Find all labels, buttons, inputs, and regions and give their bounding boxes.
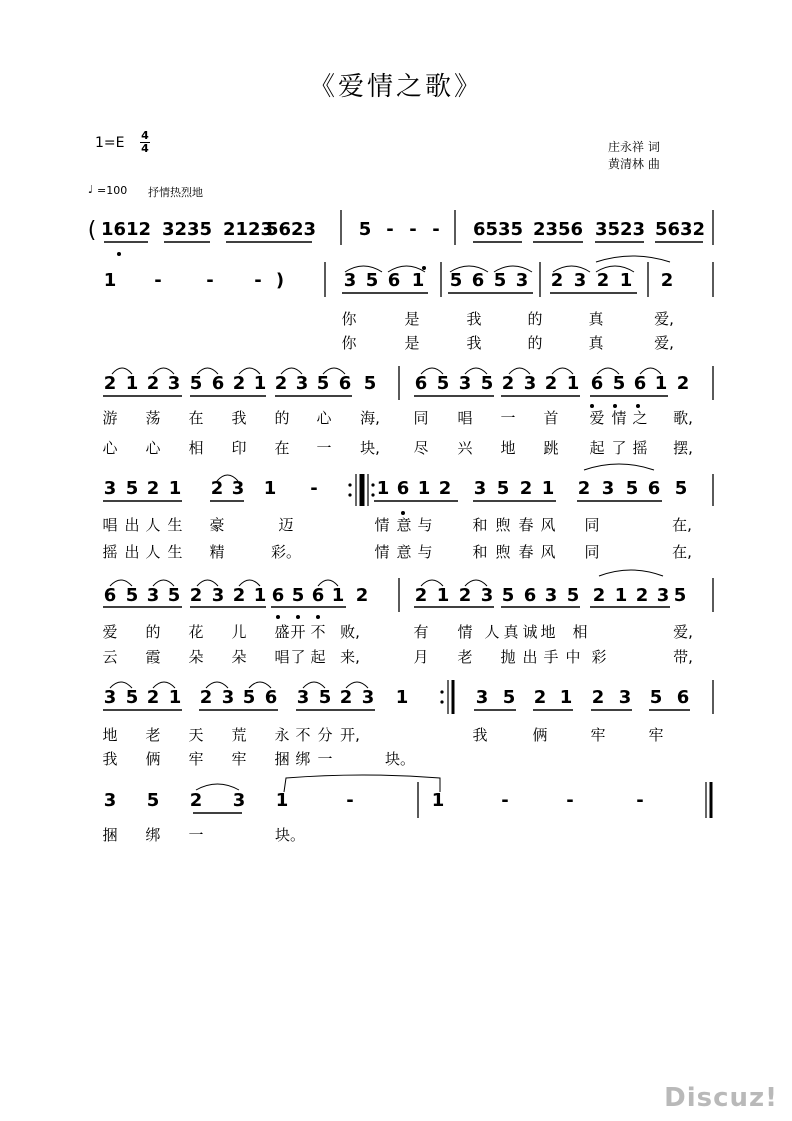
note: 2 xyxy=(146,687,160,708)
lyric-char: 与 xyxy=(417,516,433,534)
note: 1 xyxy=(376,478,390,499)
note: 3 xyxy=(480,585,494,606)
note: 3 xyxy=(601,478,615,499)
note: 2 xyxy=(550,270,564,291)
note: 2 xyxy=(458,585,472,606)
lyric-char: 不 xyxy=(310,623,326,641)
note: 1 xyxy=(275,790,289,811)
lyric-char: 牢 xyxy=(231,750,247,768)
composer-credit: 黄清林 曲 xyxy=(608,157,660,171)
note-group: 1612 xyxy=(100,219,152,240)
note: 6 xyxy=(264,687,278,708)
lyric-char: 我 xyxy=(472,726,488,744)
lyric-char: 煦 xyxy=(495,543,511,561)
note: 5 xyxy=(189,373,203,394)
note: 2 xyxy=(339,687,353,708)
lyric-char: 摇 xyxy=(102,543,118,561)
lyric-char: 彩。 xyxy=(270,543,302,561)
lyric-char: 永 xyxy=(274,726,290,744)
lyric-char: 不 xyxy=(295,726,311,744)
lyric-char: 人 xyxy=(145,516,161,534)
lyric-char: 出 xyxy=(522,648,538,666)
lyric-char: 之 xyxy=(632,409,648,427)
lyric-char: 爱 xyxy=(589,409,605,427)
lyric-char: 是 xyxy=(404,310,420,328)
lyric-char: 月 xyxy=(413,648,429,666)
note: 1 xyxy=(253,373,267,394)
note: 3 xyxy=(573,270,587,291)
lyric-char: 了 xyxy=(611,439,627,457)
lyric-char: 迈 xyxy=(278,516,294,534)
lyric-char: 地 xyxy=(102,726,118,744)
note: 3 xyxy=(458,373,472,394)
lyric-char: 兴 xyxy=(457,439,473,457)
note: 1 xyxy=(125,373,139,394)
lyric-char: 情 xyxy=(374,543,390,561)
note: 1 xyxy=(331,585,345,606)
note: 5 xyxy=(146,790,160,811)
lyric-char: 游 xyxy=(102,409,118,427)
lyric-char: 同 xyxy=(584,543,600,561)
note: 2 xyxy=(232,373,246,394)
note: 5 xyxy=(502,687,516,708)
note: 1 xyxy=(619,270,633,291)
note: 5 xyxy=(125,687,139,708)
note-group: 3235 xyxy=(161,219,213,240)
slur xyxy=(584,464,654,470)
note: 2 xyxy=(274,373,288,394)
note: 5 xyxy=(318,687,332,708)
octave-dot xyxy=(613,404,617,408)
lyric-char: 同 xyxy=(584,516,600,534)
lyric-char: 情 xyxy=(457,623,473,641)
lyric-char: 煦 xyxy=(495,516,511,534)
note: 5 xyxy=(436,373,450,394)
note: 5 xyxy=(612,373,626,394)
key-signature: 1=E xyxy=(95,135,125,151)
lyric-char: 起 xyxy=(589,439,605,457)
lyric-char: 有 xyxy=(413,623,429,641)
octave-dot xyxy=(117,252,121,256)
octave-dot xyxy=(636,404,640,408)
note: 1 xyxy=(411,270,425,291)
note: 3 xyxy=(361,687,375,708)
lyric-char: 块。 xyxy=(384,750,416,768)
lyric-char: 牢 xyxy=(188,750,204,768)
note: 2 xyxy=(146,373,160,394)
lyric-char: 绑 xyxy=(145,826,161,844)
note: 2 xyxy=(635,585,649,606)
note: 3 xyxy=(343,270,357,291)
note: 3 xyxy=(523,373,537,394)
note: 5 xyxy=(674,478,688,499)
note: 2 xyxy=(146,478,160,499)
note: - xyxy=(636,790,644,811)
lyric-char: 你 xyxy=(341,310,357,328)
note: 3 xyxy=(544,585,558,606)
lyric-char: 中 xyxy=(565,648,581,666)
note: 5 xyxy=(496,478,510,499)
note: 2 xyxy=(103,373,117,394)
note: 1 xyxy=(559,687,573,708)
lyric-char: 爱, xyxy=(673,623,693,641)
lyric-char: 我 xyxy=(102,750,118,768)
lyric-char: 心 xyxy=(145,439,161,457)
tie xyxy=(284,775,440,792)
lyricist-credit: 庄永祥 词 xyxy=(608,140,660,154)
note: 1 xyxy=(436,585,450,606)
lyric-char: 风 xyxy=(540,543,556,561)
lyric-char: 真 xyxy=(588,310,604,328)
lyric-char: 了 xyxy=(290,648,306,666)
note: 3 xyxy=(103,478,117,499)
note: 2 xyxy=(577,478,591,499)
lyric-char: 和 xyxy=(472,516,488,534)
octave-dot xyxy=(422,266,426,270)
note: 1 xyxy=(566,373,580,394)
lyric-char: 相 xyxy=(188,439,204,457)
lyric-char: 花 xyxy=(188,623,204,641)
lyric-char: 春 xyxy=(518,516,534,534)
time-signature-bottom: 4 xyxy=(141,142,149,155)
lyric-char: 精 xyxy=(209,543,225,561)
tempo-marking: =100 xyxy=(97,184,128,197)
note: 2 xyxy=(189,585,203,606)
note: 3 xyxy=(103,687,117,708)
repeat-dot xyxy=(371,493,374,496)
lyric-char: 块, xyxy=(360,439,380,457)
note: 2 xyxy=(355,585,369,606)
lyric-char: 绑 xyxy=(295,750,311,768)
lyric-char: 真 xyxy=(588,334,604,352)
note: 2 xyxy=(210,478,224,499)
lyric-char: 老 xyxy=(457,648,473,666)
lyric-char: 在, xyxy=(672,516,692,534)
note: 3 xyxy=(295,373,309,394)
note: 5 xyxy=(365,270,379,291)
lyric-char: 情 xyxy=(611,409,627,427)
lyric-char: 相 xyxy=(572,623,588,641)
lyric-char: 地 xyxy=(540,623,556,641)
lyric-char: 在 xyxy=(188,409,204,427)
lyric-char: 霞 xyxy=(145,648,161,666)
lyric-char: 爱, xyxy=(654,334,674,352)
lyric-char: 俩 xyxy=(532,726,548,744)
note: 2 xyxy=(544,373,558,394)
note: 5 xyxy=(625,478,639,499)
lyric-char: 地 xyxy=(500,439,516,457)
lyric-char: 荒 xyxy=(231,726,247,744)
lyric-char: 老 xyxy=(145,726,161,744)
slur xyxy=(596,256,670,262)
note: 5 xyxy=(480,373,494,394)
time-signature-top: 4 xyxy=(141,129,149,142)
lyric-char: 歌, xyxy=(673,409,693,427)
quarter-note-icon: ♩ xyxy=(88,183,94,196)
octave-dot xyxy=(276,615,280,619)
lyric-char: 儿 xyxy=(231,623,247,641)
lyric-char: 朵 xyxy=(188,648,204,666)
note: 5 xyxy=(493,270,507,291)
note: - xyxy=(432,219,440,240)
lyric-char: 跳 xyxy=(543,439,559,457)
note: 6 xyxy=(387,270,401,291)
lyric-char: 风 xyxy=(540,516,556,534)
lyric-char: 在 xyxy=(274,439,290,457)
lyric-char: 豪 xyxy=(209,516,225,534)
note: 3 xyxy=(231,478,245,499)
octave-dot xyxy=(316,615,320,619)
lyric-char: 一 xyxy=(316,439,332,457)
note: 3 xyxy=(146,585,160,606)
lyric-char: 真 xyxy=(503,623,519,641)
lyric-char: 手 xyxy=(543,648,559,666)
octave-dot xyxy=(401,511,405,515)
slur xyxy=(599,570,663,576)
note: 5 xyxy=(673,585,687,606)
note: 6 xyxy=(103,585,117,606)
note-group: 5623 xyxy=(265,219,317,240)
note-group: 2356 xyxy=(532,219,584,240)
note: 5 xyxy=(242,687,256,708)
octave-dot xyxy=(590,404,594,408)
lyric-char: 带, xyxy=(673,648,693,666)
lyric-char: 出 xyxy=(124,516,140,534)
lyric-char: 唱 xyxy=(274,648,290,666)
note: 3 xyxy=(167,373,181,394)
note: - xyxy=(206,270,214,291)
lyric-char: 我 xyxy=(466,334,482,352)
lyric-char: 我 xyxy=(231,409,247,427)
note: 5 xyxy=(167,585,181,606)
note: 6 xyxy=(271,585,285,606)
lyric-char: 人 xyxy=(484,623,500,641)
note: 2 xyxy=(533,687,547,708)
lyric-char: 捆 xyxy=(102,826,118,844)
note: 2 xyxy=(232,585,246,606)
note: 6 xyxy=(590,373,604,394)
note: 5 xyxy=(363,373,377,394)
note: 6 xyxy=(311,585,325,606)
note: - xyxy=(386,219,394,240)
lyric-char: 尽 xyxy=(413,439,429,457)
note: 5 xyxy=(449,270,463,291)
lyric-char: 爱 xyxy=(102,623,118,641)
note-group: 2123 xyxy=(222,219,274,240)
lyric-char: 爱, xyxy=(654,310,674,328)
note: - xyxy=(566,790,574,811)
expression-marking: 抒情热烈地 xyxy=(148,186,203,199)
lyric-char: 盛 xyxy=(274,623,290,641)
note: 3 xyxy=(296,687,310,708)
note: 3 xyxy=(211,585,225,606)
note: 5 xyxy=(501,585,515,606)
note: 6 xyxy=(211,373,225,394)
lyric-char: 起 xyxy=(310,648,326,666)
lyric-char: 的 xyxy=(527,334,543,352)
lyric-char: 和 xyxy=(472,543,488,561)
page-title: 《爱情之歌》 xyxy=(308,72,483,102)
note: 5 xyxy=(649,687,663,708)
lyric-char: 的 xyxy=(274,409,290,427)
lyric-char: 首 xyxy=(543,409,559,427)
lyric-char: 天 xyxy=(188,726,204,744)
note: 1 xyxy=(168,478,182,499)
note: 2 xyxy=(199,687,213,708)
note: 3 xyxy=(473,478,487,499)
lyric-char: 人 xyxy=(145,543,161,561)
lyric-char: 俩 xyxy=(145,750,161,768)
lyric-char: 荡 xyxy=(145,409,161,427)
lyric-char: 来, xyxy=(340,648,360,666)
lyric-char: 捆 xyxy=(274,750,290,768)
lyric-char: 牢 xyxy=(648,726,664,744)
lyric-char: 抛 xyxy=(500,648,516,666)
lyric-char: 生 xyxy=(167,543,183,561)
note-group: 6535 xyxy=(472,219,524,240)
note: 1 xyxy=(614,585,628,606)
note: - xyxy=(310,478,318,499)
note: 1 xyxy=(395,687,409,708)
note: 5 xyxy=(316,373,330,394)
lyric-char: 摇 xyxy=(632,439,648,457)
note: 2 xyxy=(414,585,428,606)
note: 1 xyxy=(103,270,117,291)
watermark: Discuz! xyxy=(664,1083,778,1113)
note-group: 5632 xyxy=(654,219,706,240)
note: 2 xyxy=(676,373,690,394)
note: 2 xyxy=(438,478,452,499)
lyric-char: 生 xyxy=(167,516,183,534)
lyric-char: 云 xyxy=(102,648,118,666)
note: 1 xyxy=(168,687,182,708)
lyric-char: 唱 xyxy=(102,516,118,534)
note: 3 xyxy=(656,585,670,606)
note: 1 xyxy=(253,585,267,606)
lyric-char: 印 xyxy=(231,439,247,457)
lyric-char: 的 xyxy=(527,310,543,328)
note: 3 xyxy=(515,270,529,291)
lyric-char: 分 xyxy=(317,726,333,744)
note: 5 xyxy=(566,585,580,606)
note: 2 xyxy=(596,270,610,291)
note: 5 xyxy=(291,585,305,606)
lyric-char: 败, xyxy=(340,623,360,641)
note: 2 xyxy=(660,270,674,291)
note-group: 3523 xyxy=(594,219,646,240)
lyric-char: 彩 xyxy=(591,648,607,666)
note: 1 xyxy=(431,790,445,811)
lyric-char: 春 xyxy=(518,543,534,561)
note: 6 xyxy=(414,373,428,394)
note: 6 xyxy=(523,585,537,606)
lyric-char: 出 xyxy=(124,543,140,561)
note: 1 xyxy=(263,478,277,499)
lyric-char: 海, xyxy=(360,409,380,427)
lyric-char: 开, xyxy=(340,726,360,744)
note: 6 xyxy=(633,373,647,394)
note: 6 xyxy=(338,373,352,394)
note: - xyxy=(154,270,162,291)
repeat-dot xyxy=(371,483,374,486)
note: 2 xyxy=(519,478,533,499)
lyric-char: 唱 xyxy=(457,409,473,427)
lyric-char: 牢 xyxy=(590,726,606,744)
note: ) xyxy=(275,270,285,291)
lyric-char: 同 xyxy=(413,409,429,427)
lyric-char: 与 xyxy=(417,543,433,561)
note: - xyxy=(409,219,417,240)
lyric-char: 情 xyxy=(374,516,390,534)
note: 2 xyxy=(189,790,203,811)
lyric-char: 摆, xyxy=(673,439,693,457)
lyric-char: 一 xyxy=(500,409,516,427)
lyric-char: 一 xyxy=(188,826,204,844)
note: 6 xyxy=(471,270,485,291)
repeat-dot xyxy=(348,483,351,486)
note: 2 xyxy=(591,687,605,708)
note: 2 xyxy=(592,585,606,606)
note: 3 xyxy=(232,790,246,811)
note: 6 xyxy=(396,478,410,499)
note: 1 xyxy=(654,373,668,394)
lyric-char: 块。 xyxy=(274,826,306,844)
lyric-char: 意 xyxy=(396,543,412,561)
lyric-char: 是 xyxy=(404,334,420,352)
lyric-char: 在, xyxy=(672,543,692,561)
note: - xyxy=(346,790,354,811)
lyric-char: 意 xyxy=(396,516,412,534)
note: 3 xyxy=(475,687,489,708)
lyric-char: 你 xyxy=(341,334,357,352)
note: 3 xyxy=(103,790,117,811)
repeat-dot xyxy=(440,690,443,693)
lyric-char: 一 xyxy=(317,750,333,768)
lyric-char: 心 xyxy=(316,409,332,427)
lyric-char: 开 xyxy=(290,623,306,641)
lyric-char: 朵 xyxy=(231,648,247,666)
lyric-char: 的 xyxy=(145,623,161,641)
paren: ( xyxy=(87,218,97,243)
note: 6 xyxy=(676,687,690,708)
note: 6 xyxy=(647,478,661,499)
lyric-char: 诚 xyxy=(522,623,538,641)
note: - xyxy=(501,790,509,811)
note: 1 xyxy=(541,478,555,499)
lyric-char: 我 xyxy=(466,310,482,328)
note: 5 xyxy=(125,585,139,606)
note: 3 xyxy=(221,687,235,708)
note: 3 xyxy=(618,687,632,708)
octave-dot xyxy=(296,615,300,619)
note: 5 xyxy=(125,478,139,499)
lyric-char: 心 xyxy=(102,439,118,457)
note: 1 xyxy=(417,478,431,499)
note: - xyxy=(254,270,262,291)
repeat-dot xyxy=(440,700,443,703)
repeat-dot xyxy=(348,493,351,496)
note: 2 xyxy=(501,373,515,394)
note: 5 xyxy=(358,219,372,240)
